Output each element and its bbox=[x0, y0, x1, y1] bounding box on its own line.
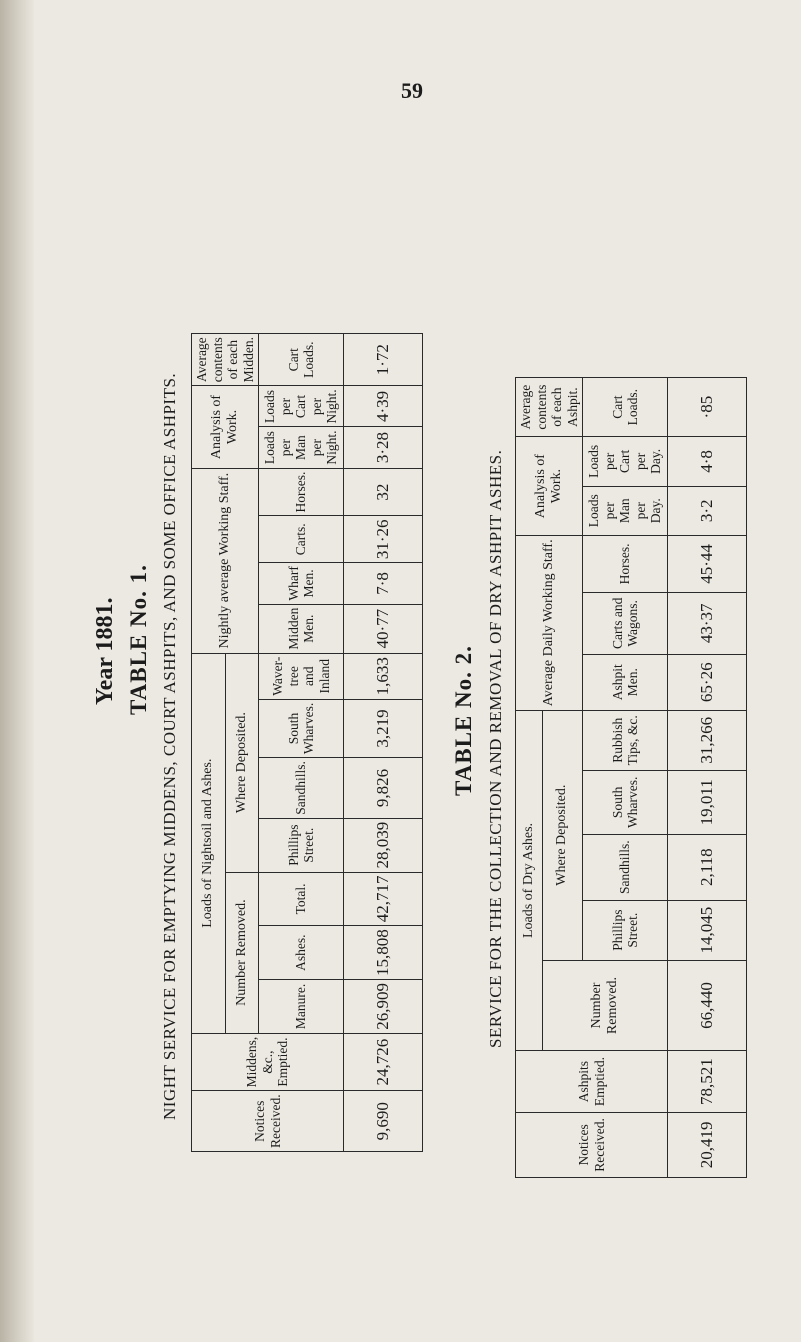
t1-loads-per-man-value: 3·28 bbox=[344, 427, 423, 468]
t2-ashpit-men-header: Ashpit Men. bbox=[583, 654, 668, 710]
t2-cart-loads-value: ·85 bbox=[668, 378, 747, 437]
t2-loads-per-cart-value: 4·8 bbox=[668, 437, 747, 486]
t2-sandhills-header: Sandhills. bbox=[583, 834, 668, 900]
table2 bbox=[515, 377, 747, 1178]
t2-number-removed-header: Number Removed. bbox=[543, 960, 668, 1051]
t1-middens-header: Middens, &c., Emptied. bbox=[192, 1033, 344, 1091]
table1-subtitle: NIGHT SERVICE FOR EMPTYING MIDDENS, COURT ASHPITS, AND SOME OFFICE ASHPITS. bbox=[160, 372, 179, 1120]
t1-sandhills-header: Sandhills. bbox=[259, 758, 344, 819]
t2-cart-loads-header: Cart Loads. bbox=[583, 378, 668, 437]
t1-notices-value: 9,690 bbox=[344, 1091, 423, 1152]
t1-horses-header: Horses. bbox=[259, 468, 344, 516]
t1-cart-loads-value: 1·72 bbox=[344, 334, 423, 386]
page-number: 59 bbox=[401, 78, 423, 103]
t1-notices-header: Notices Received. bbox=[192, 1091, 344, 1152]
t2-loads-per-man-value: 3·2 bbox=[668, 486, 747, 535]
t2-loads-per-cart-header: Loads per Cart per Day. bbox=[583, 437, 668, 486]
t1-cart-loads-header: Cart Loads. bbox=[259, 334, 344, 386]
table1 bbox=[191, 333, 423, 1152]
t1-average-header: Average contents of each Midden. bbox=[192, 334, 259, 386]
t1-analysis-group-header: Analysis of Work. bbox=[192, 386, 259, 468]
table1-title: TABLE No. 1. bbox=[126, 564, 151, 715]
t2-notices-header: Notices Received. bbox=[516, 1112, 668, 1177]
t2-ashpit-men-value: 65·26 bbox=[668, 654, 747, 710]
t1-manure-value: 26,909 bbox=[344, 980, 423, 1034]
t1-wavertree-header: Waver-tree and Inland bbox=[259, 653, 344, 699]
t1-total-header: Total. bbox=[259, 872, 344, 926]
t2-rubbish-tips-header: Rubbish Tips, &c. bbox=[583, 710, 668, 770]
t1-staff-group-header: Nightly average Working Staff. bbox=[192, 468, 259, 653]
t2-notices-value: 20,419 bbox=[668, 1112, 747, 1177]
t2-analysis-group-header: Analysis of Work. bbox=[516, 437, 583, 536]
t1-loads-group-header: Loads of Nightsoil and Ashes. bbox=[192, 653, 226, 1033]
t1-loads-per-cart-header: Loads per Cart per Night. bbox=[259, 386, 344, 427]
t1-number-removed-header: Number Removed. bbox=[225, 872, 259, 1033]
t1-midden-men-header: Midden Men. bbox=[259, 604, 344, 653]
t1-middens-value: 24,726 bbox=[344, 1033, 423, 1091]
t2-sandhills-value: 2,118 bbox=[668, 834, 747, 900]
t2-average-header: Average contents of each Ashpit. bbox=[516, 378, 583, 437]
t2-carts-wagons-header: Carts and Wagons. bbox=[583, 592, 668, 654]
t2-where-deposited-header: Where Deposited. bbox=[543, 710, 583, 960]
t1-carts-header: Carts. bbox=[259, 516, 344, 563]
table2-subtitle: SERVICE FOR THE COLLECTION AND REMOVAL OF DRY ASHPIT ASHES. bbox=[486, 449, 505, 1048]
t2-ashpits-value: 78,521 bbox=[668, 1051, 747, 1113]
t1-carts-value: 31·26 bbox=[344, 516, 423, 563]
t2-carts-wagons-value: 43·37 bbox=[668, 592, 747, 654]
t2-south-wharves-header: South Wharves. bbox=[583, 770, 668, 834]
t2-phillips-value: 14,045 bbox=[668, 900, 747, 960]
t2-ashpits-header: Ashpits Emptied. bbox=[516, 1051, 668, 1113]
t2-horses-value: 45·44 bbox=[668, 535, 747, 592]
t2-phillips-header: Phillips Street. bbox=[583, 900, 668, 960]
t2-loads-group-header: Loads of Dry Ashes. bbox=[516, 710, 543, 1051]
t1-loads-per-man-header: Loads per Man per Night. bbox=[259, 427, 344, 468]
t1-where-deposited-header: Where Deposited. bbox=[225, 653, 259, 872]
page-binding-shadow bbox=[0, 0, 34, 1342]
t1-wharf-men-value: 7·8 bbox=[344, 563, 423, 604]
t1-loads-per-cart-value: 4·39 bbox=[344, 386, 423, 427]
t1-south-wharves-value: 3,219 bbox=[344, 699, 423, 757]
t2-staff-group-header: Average Daily Working Staff. bbox=[516, 535, 583, 710]
year-heading: Year 1881. bbox=[92, 597, 118, 705]
t2-number-removed-value: 66,440 bbox=[668, 960, 747, 1051]
t1-phillips-value: 28,039 bbox=[344, 818, 423, 872]
t1-wavertree-value: 1,633 bbox=[344, 653, 423, 699]
t1-horses-value: 32 bbox=[344, 468, 423, 516]
table2-title: TABLE No. 2. bbox=[451, 645, 476, 796]
t1-south-wharves-header: South Wharves. bbox=[259, 699, 344, 757]
t1-total-value: 42,717 bbox=[344, 872, 423, 926]
t1-wharf-men-header: Wharf Men. bbox=[259, 563, 344, 604]
t1-ashes-value: 15,808 bbox=[344, 926, 423, 980]
t2-loads-per-man-header: Loads per Man per Day. bbox=[583, 486, 668, 535]
t1-sandhills-value: 9,826 bbox=[344, 758, 423, 819]
t2-south-wharves-value: 19,011 bbox=[668, 770, 747, 834]
t2-rubbish-tips-value: 31,266 bbox=[668, 710, 747, 770]
t1-phillips-header: Phillips Street. bbox=[259, 818, 344, 872]
t1-ashes-header: Ashes. bbox=[259, 926, 344, 980]
t1-manure-header: Manure. bbox=[259, 980, 344, 1034]
t1-midden-men-value: 40·77 bbox=[344, 604, 423, 653]
t2-horses-header: Horses. bbox=[583, 535, 668, 592]
